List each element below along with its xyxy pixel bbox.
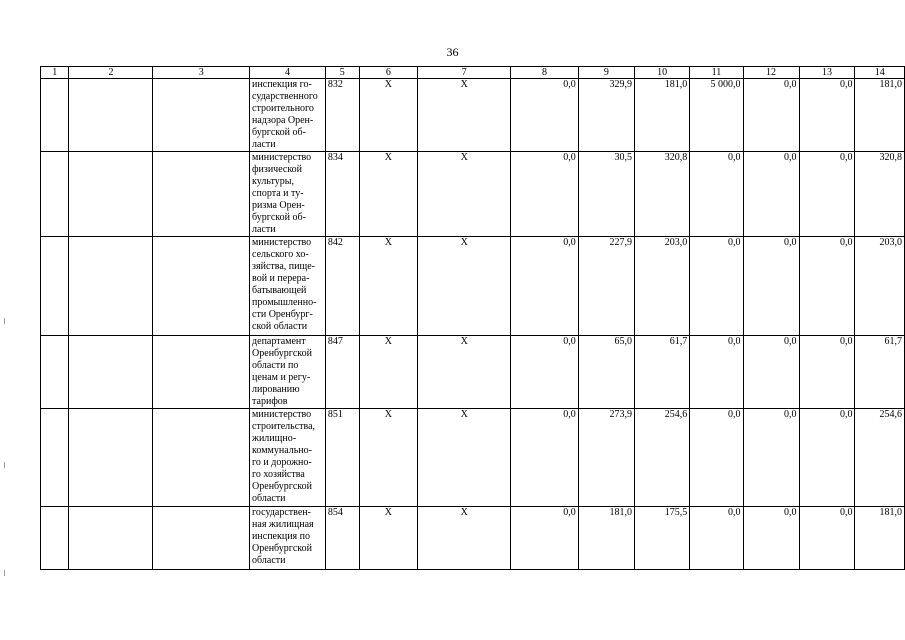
col9-cell: 273,9 xyxy=(578,409,634,507)
column-header-4: 4 xyxy=(250,67,326,79)
col8-cell: 0,0 xyxy=(511,79,579,152)
col11-cell: 0,0 xyxy=(690,409,743,507)
recipient-name-line: сельского хо- xyxy=(252,249,309,260)
col8-cell: 0,0 xyxy=(511,336,579,409)
recipient-name-line: бургской об- xyxy=(252,212,306,223)
table-row xyxy=(41,79,905,152)
column-header-3: 3 xyxy=(153,67,250,79)
col9-cell: 65,0 xyxy=(578,336,634,409)
empty-cell xyxy=(69,79,153,152)
table-body xyxy=(41,79,905,570)
recipient-name-line: области xyxy=(252,555,286,566)
empty-cell xyxy=(153,336,250,409)
code-cell: 847 xyxy=(325,336,359,409)
recipient-name-line: сти Оренбург- xyxy=(252,309,313,320)
recipient-name-cell xyxy=(250,152,326,237)
col10-cell: 61,7 xyxy=(635,336,690,409)
recipient-name-line: коммунально- xyxy=(252,445,312,456)
col12-cell: 0,0 xyxy=(743,152,799,237)
empty-cell xyxy=(153,152,250,237)
recipient-name-cell xyxy=(250,79,326,152)
recipient-name-line: ласти xyxy=(252,224,276,235)
recipient-name-line: физической xyxy=(252,164,303,175)
recipient-name-line: батывающей xyxy=(252,285,307,296)
recipient-name-line: Оренбургской xyxy=(252,543,313,554)
recipient-name-line: го хозяйства xyxy=(252,469,305,480)
col14-cell: 181,0 xyxy=(855,507,905,570)
col11-cell: 0,0 xyxy=(690,336,743,409)
table-row xyxy=(41,237,905,336)
col11-cell: 0,0 xyxy=(690,507,743,570)
code-cell: 851 xyxy=(325,409,359,507)
recipient-name-line: инспекция го- xyxy=(252,79,312,90)
recipient-name-line: надзора Орен- xyxy=(252,115,314,126)
col7-cell: X xyxy=(418,152,511,237)
column-header-6: 6 xyxy=(359,67,418,79)
column-header-13: 13 xyxy=(799,67,855,79)
column-header-7: 7 xyxy=(418,67,511,79)
empty-cell xyxy=(41,507,69,570)
col7-cell: X xyxy=(418,237,511,336)
col13-cell: 0,0 xyxy=(799,79,855,152)
recipient-name-line: лированию xyxy=(252,384,300,395)
empty-cell xyxy=(153,237,250,336)
empty-cell xyxy=(153,409,250,507)
col9-cell: 181,0 xyxy=(578,507,634,570)
col7-cell: X xyxy=(418,409,511,507)
column-header-12: 12 xyxy=(743,67,799,79)
empty-cell xyxy=(69,237,153,336)
recipient-name-line: строительства, xyxy=(252,421,316,432)
col10-cell: 254,6 xyxy=(635,409,690,507)
recipient-name-line: вой и перера- xyxy=(252,273,310,284)
column-header-10: 10 xyxy=(635,67,690,79)
recipient-name-cell xyxy=(250,237,326,336)
col6-cell: X xyxy=(359,336,418,409)
recipient-name-line: ской области xyxy=(252,321,308,332)
col6-cell: X xyxy=(359,237,418,336)
col13-cell: 0,0 xyxy=(799,152,855,237)
recipient-name-line: министерство xyxy=(252,409,312,420)
col13-cell: 0,0 xyxy=(799,336,855,409)
code-cell: 832 xyxy=(325,79,359,152)
col9-cell: 329,9 xyxy=(578,79,634,152)
recipient-name-line: области xyxy=(252,493,286,504)
recipient-name-line: государствен- xyxy=(252,507,311,518)
recipient-name-line: Оренбургской xyxy=(252,481,313,492)
recipient-name-line: тарифов xyxy=(252,396,288,407)
recipient-name-line: инспекция по xyxy=(252,531,310,542)
empty-cell xyxy=(41,336,69,409)
empty-cell xyxy=(153,79,250,152)
recipient-name-line: зяйства, пище- xyxy=(252,261,315,272)
code-cell: 842 xyxy=(325,237,359,336)
recipient-name-line: области по xyxy=(252,360,299,371)
recipient-name-line: министерство xyxy=(252,237,312,248)
col10-cell: 181,0 xyxy=(635,79,690,152)
code-cell: 834 xyxy=(325,152,359,237)
empty-cell xyxy=(41,409,69,507)
recipient-name-line: министерство xyxy=(252,152,312,163)
column-header-8: 8 xyxy=(511,67,579,79)
column-header-1: 1 xyxy=(41,67,69,79)
margin-mark xyxy=(4,570,5,576)
col12-cell: 0,0 xyxy=(743,507,799,570)
table-row xyxy=(41,336,905,409)
recipient-name-line: ная жилищная xyxy=(252,519,314,530)
col8-cell: 0,0 xyxy=(511,237,579,336)
col7-cell: X xyxy=(418,507,511,570)
col6-cell: X xyxy=(359,152,418,237)
recipient-name-line: Оренбургской xyxy=(252,348,313,359)
col8-cell: 0,0 xyxy=(511,152,579,237)
recipient-name-line: жилищно- xyxy=(252,433,297,444)
table-row xyxy=(41,152,905,237)
empty-cell xyxy=(41,79,69,152)
header-row xyxy=(41,67,905,79)
recipient-name-line: ризма Орен- xyxy=(252,200,305,211)
col7-cell: X xyxy=(418,336,511,409)
col6-cell: X xyxy=(359,79,418,152)
col13-cell: 0,0 xyxy=(799,237,855,336)
margin-mark xyxy=(4,462,5,468)
recipient-name-line: сударственного xyxy=(252,91,318,102)
col8-cell: 0,0 xyxy=(511,507,579,570)
col14-cell: 203,0 xyxy=(855,237,905,336)
col11-cell: 0,0 xyxy=(690,152,743,237)
empty-cell xyxy=(153,507,250,570)
recipient-name-cell xyxy=(250,409,326,507)
col10-cell: 320,8 xyxy=(635,152,690,237)
recipient-name-line: промышленно- xyxy=(252,297,317,308)
column-header-9: 9 xyxy=(578,67,634,79)
col7-cell: X xyxy=(418,79,511,152)
col6-cell: X xyxy=(359,409,418,507)
col14-cell: 320,8 xyxy=(855,152,905,237)
page-number: 36 xyxy=(446,45,459,59)
col12-cell: 0,0 xyxy=(743,409,799,507)
col11-cell: 5 000,0 xyxy=(690,79,743,152)
recipient-name-cell xyxy=(250,507,326,570)
recipient-name-line: департамент xyxy=(252,336,306,347)
col14-cell: 254,6 xyxy=(855,409,905,507)
recipient-name-cell xyxy=(250,336,326,409)
recipient-name-line: строительного xyxy=(252,103,314,114)
recipient-name-line: ценам и регу- xyxy=(252,372,311,383)
recipient-name-line: спорта и ту- xyxy=(252,188,304,199)
col10-cell: 203,0 xyxy=(635,237,690,336)
col13-cell: 0,0 xyxy=(799,409,855,507)
margin-mark xyxy=(4,318,5,324)
col14-cell: 181,0 xyxy=(855,79,905,152)
empty-cell xyxy=(69,507,153,570)
budget-table xyxy=(40,66,905,570)
col9-cell: 30,5 xyxy=(578,152,634,237)
column-header-5: 5 xyxy=(325,67,359,79)
recipient-name-line: бургской об- xyxy=(252,127,306,138)
empty-cell xyxy=(69,152,153,237)
recipient-name-line: ласти xyxy=(252,139,276,150)
empty-cell xyxy=(69,409,153,507)
col14-cell: 61,7 xyxy=(855,336,905,409)
empty-cell xyxy=(41,152,69,237)
col11-cell: 0,0 xyxy=(690,237,743,336)
code-cell: 854 xyxy=(325,507,359,570)
table-row xyxy=(41,507,905,570)
col6-cell: X xyxy=(359,507,418,570)
col12-cell: 0,0 xyxy=(743,79,799,152)
recipient-name-line: культуры, xyxy=(252,176,294,187)
empty-cell xyxy=(69,336,153,409)
column-header-2: 2 xyxy=(69,67,153,79)
recipient-name-line: го и дорожно- xyxy=(252,457,312,468)
col12-cell: 0,0 xyxy=(743,237,799,336)
empty-cell xyxy=(41,237,69,336)
col8-cell: 0,0 xyxy=(511,409,579,507)
col10-cell: 175,5 xyxy=(635,507,690,570)
column-header-14: 14 xyxy=(855,67,905,79)
col9-cell: 227,9 xyxy=(578,237,634,336)
col12-cell: 0,0 xyxy=(743,336,799,409)
column-header-11: 11 xyxy=(690,67,743,79)
col13-cell: 0,0 xyxy=(799,507,855,570)
table-row xyxy=(41,409,905,507)
